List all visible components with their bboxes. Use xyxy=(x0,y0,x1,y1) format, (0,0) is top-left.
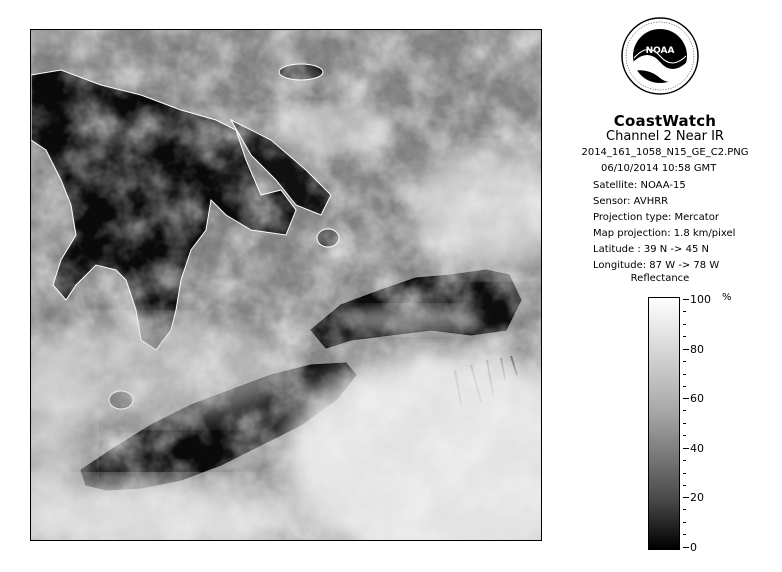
colorbar-minor-tick xyxy=(683,410,686,411)
satellite-image-svg xyxy=(31,30,542,541)
colorbar-major-tick xyxy=(683,448,689,449)
colorbar-minor-tick xyxy=(683,534,686,535)
colorbar-tick-label: 80 xyxy=(690,343,704,356)
colorbar-minor-tick xyxy=(683,509,686,510)
colorbar-unit: % xyxy=(722,292,732,303)
colorbar-minor-tick xyxy=(683,460,686,461)
colorbar-tick-label: 0 xyxy=(690,541,697,554)
colorbar-minor-tick xyxy=(683,374,686,375)
colorbar-major-tick xyxy=(683,497,689,498)
colorbar-tick-label: 100 xyxy=(690,293,711,306)
colorbar-minor-tick xyxy=(683,473,686,474)
colorbar xyxy=(648,297,680,550)
noaa-logo xyxy=(620,16,700,96)
meta-map-projection: Map projection: 1.8 km/pixel xyxy=(593,228,736,239)
colorbar-title: Reflectance xyxy=(630,273,690,284)
colorbar-minor-tick xyxy=(683,522,686,523)
colorbar-minor-tick xyxy=(683,361,686,362)
colorbar-major-tick xyxy=(683,398,689,399)
colorbar-minor-tick xyxy=(683,435,686,436)
meta-datetime: 06/10/2014 10:58 GMT xyxy=(601,163,717,174)
meta-projection-type: Projection type: Mercator xyxy=(593,212,719,223)
colorbar-minor-tick xyxy=(683,324,686,325)
colorbar-minor-tick xyxy=(683,386,686,387)
colorbar-tick-label: 40 xyxy=(690,442,704,455)
colorbar-tick-label: 20 xyxy=(690,491,704,504)
meta-sensor: Sensor: AVHRR xyxy=(593,196,669,207)
channel-subtitle: Channel 2 Near IR xyxy=(606,129,724,144)
colorbar-minor-tick xyxy=(683,336,686,337)
colorbar-minor-tick xyxy=(683,423,686,424)
colorbar-minor-tick xyxy=(683,311,686,312)
meta-latitude: Latitude : 39 N -> 45 N xyxy=(593,244,709,255)
file-name: 2014_161_1058_N15_GE_C2.PNG xyxy=(581,147,749,158)
colorbar-major-tick xyxy=(683,547,689,548)
colorbar-minor-tick xyxy=(683,485,686,486)
cloud-cover xyxy=(31,30,542,541)
meta-satellite: Satellite: NOAA-15 xyxy=(593,180,686,191)
colorbar-tick-label: 60 xyxy=(690,392,704,405)
satellite-image xyxy=(30,29,542,541)
product-title: CoastWatch xyxy=(613,112,717,130)
logo-center-text: NOAA xyxy=(645,46,675,56)
colorbar-major-tick xyxy=(683,349,689,350)
meta-longitude: Longitude: 87 W -> 78 W xyxy=(593,260,720,271)
colorbar-major-tick xyxy=(683,299,689,300)
